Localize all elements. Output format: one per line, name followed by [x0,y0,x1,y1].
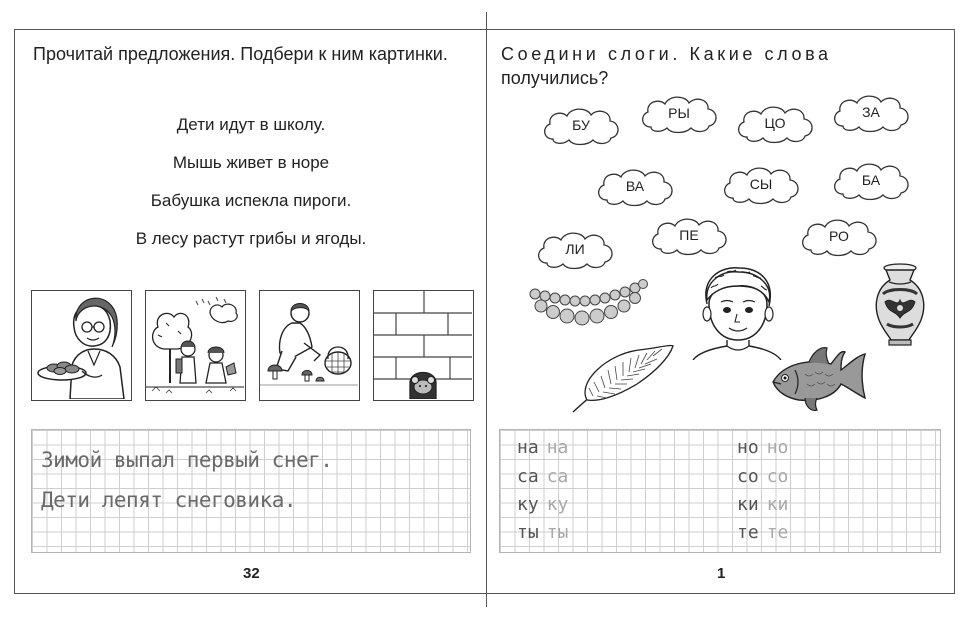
copy-line: Зимой выпал первый снег. [41,448,333,472]
syllable-label: РЫ [668,105,690,121]
syllable-cloud [533,227,617,271]
left-page [15,30,487,593]
practice-syllable-left: на на [517,437,569,458]
left-instruction: Прочитай предложения. Подбери к ним картинки. [33,44,448,64]
syllable-cloud [829,158,913,202]
practice-syllable-left: са са [517,466,569,487]
syllable-cloud [637,91,721,135]
sentence: Бабушка испекла пироги. [150,191,352,210]
syllable-cloud [647,213,731,257]
practice-syllable-right: но но [737,437,789,458]
instruction-line: получились? [501,68,609,88]
practice-syllable-right: ки ки [737,494,789,515]
beads-icon [527,278,651,338]
syllable-label: ЗА [862,104,880,120]
syllable-cloud [797,214,881,258]
syllable-label: БА [861,172,881,188]
syllable-cloud [733,101,817,145]
page-number-left: 32 [243,565,260,582]
syllable-label: ВА [625,178,645,194]
picture-mushroom-picking [259,290,360,401]
right-page [487,30,956,593]
syllable-label: РО [829,228,849,244]
page-number-right: 1 [717,565,726,582]
sentence: Дети идут в школу. [176,115,326,134]
sentence: Мышь живет в норе [172,153,330,172]
syllable-cloud [539,103,623,147]
sentence: В лесу растут грибы и ягоды. [135,229,367,248]
vase-icon [871,262,929,346]
book-spine-divider [486,12,487,607]
syllable-cloud [829,90,913,134]
fish-icon [769,342,869,414]
syllable-cloud [719,162,803,206]
syllable-label: СЫ [749,176,773,192]
syllable-label: ПЕ [679,227,699,243]
feather-icon [567,342,677,414]
practice-syllable-right: те те [737,522,789,543]
syllable-label: ЦО [764,115,786,131]
syllable-cloud [593,164,677,208]
instruction-line: Соедини слоги. Какие слова [501,44,832,64]
picture-mouse-hole [373,290,474,401]
sentence-list [15,115,487,267]
picture-grandmother-pies [31,290,132,401]
syllable-label: БУ [572,117,590,133]
right-instruction [501,42,951,90]
practice-syllable-left: ты ты [517,522,569,543]
syllable-label: ЛИ [565,241,585,257]
practice-syllable-left: ку ку [517,494,569,515]
copy-line: Дети лепят снеговика. [41,488,297,512]
workbook-spread [14,29,955,594]
practice-syllable-right: со со [737,466,789,487]
picture-children-school [145,290,246,401]
